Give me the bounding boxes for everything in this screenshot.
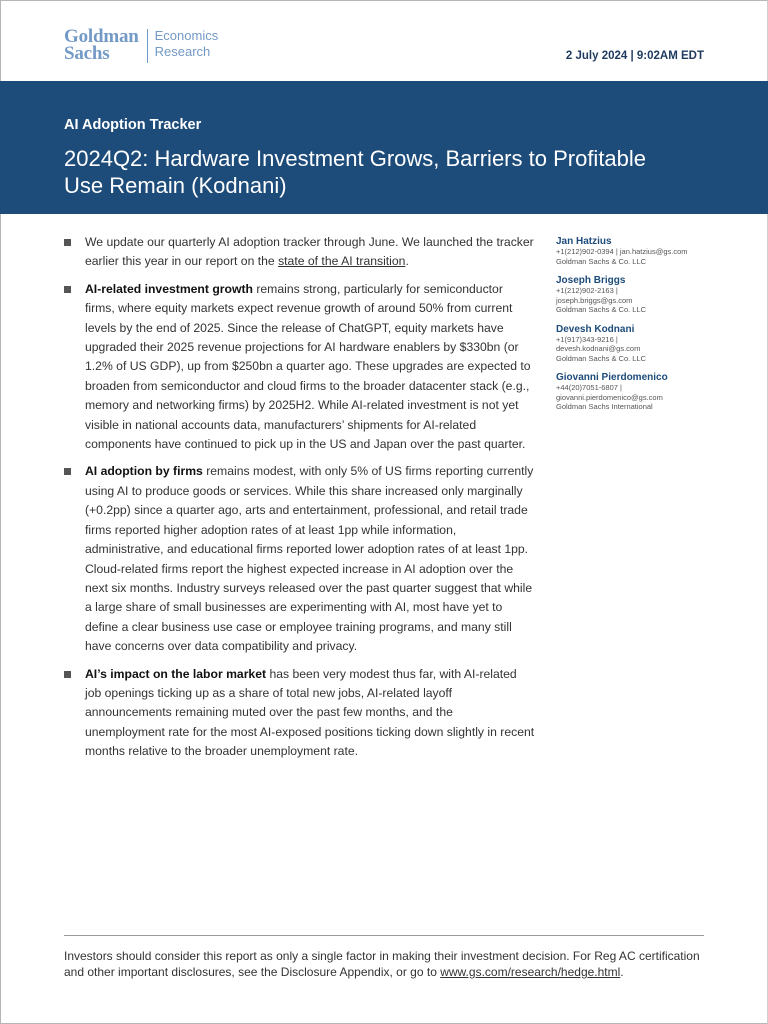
logo-divider <box>147 29 148 63</box>
author-entry <box>556 372 746 412</box>
footer-divider <box>64 935 704 936</box>
logo-wordmark: Goldman Sachs <box>64 26 139 64</box>
author-contact: +44(20)7051-6807 | <box>556 383 622 392</box>
author-list <box>556 236 746 421</box>
author-entry <box>556 236 746 266</box>
square-bullet-icon <box>64 286 71 293</box>
author-email[interactable]: joseph.briggs@gs.com <box>556 295 633 305</box>
author-name: Giovanni Pierdomenico <box>556 372 668 383</box>
state-of-ai-link[interactable]: state of the AI transition <box>278 254 406 269</box>
disclosure-link[interactable]: www.gs.com/research/hedge.html <box>440 965 621 979</box>
bullet-item: We update our quarterly AI adoption tracker through June. We launched the tracker earlier this year in our report on the state of the AI transition. <box>64 233 536 272</box>
disclosure-footer: Investors should consider this report as only a single factor in making their investment decision. For Reg AC certification and other important disclosures, see the Disclosure Appendix, or go to www.gs.com/research/hedge.html. <box>64 949 700 979</box>
goldman-sachs-logo <box>64 28 218 63</box>
author-entry <box>556 324 746 364</box>
bullet-item: AI’s impact on the labor market has been very modest thus far, with AI-related job openings ticking up as a share of total new jobs, AI-related layoff announcements remaining muted over the past few months, and the unemployment rate for the most AI-exposed positions ticking down slightly in recent months relative to the broader unemployment rate. <box>64 665 536 762</box>
author-name: Devesh Kodnani <box>556 323 635 335</box>
author-firm: Goldman Sachs International <box>556 402 653 411</box>
author-entry <box>556 275 746 315</box>
bullet-item: AI-related investment growth remains strong, particularly for semiconductor firms, where equity markets expect revenue growth of around 50% from current levels by the end of 2025. Since the release of ChatGPT, equity markets have upgraded their 2025 revenue projections for AI hardware enablers by $330bn (or 1.2% of US GDP), up from $250bn a quarter ago. These upgrades are expected to broaden from semiconductor and cloud firms to the broader datacenter stack (e.g., memory and networking firms) by 2025H2. While AI-related investment is not yet visible in national accounts data, manufacturers’ shipments for AI-related components have continued to pick up in the US and Japan over the past quarter. <box>64 280 536 455</box>
author-firm: Goldman Sachs & Co. LLC <box>556 353 647 363</box>
summary-bullets <box>64 233 536 770</box>
report-date: 2 July 2024 | 9:02AM EDT <box>565 50 704 62</box>
author-email[interactable]: devesh.kodnani@gs.com <box>556 344 641 353</box>
author-email[interactable]: giovanni.pierdomenico@gs.com <box>556 392 663 402</box>
author-contact: +1(212)902-2163 | <box>556 286 618 295</box>
bullet-item: AI adoption by firms remains modest, with only 5% of US firms reporting currently using AI to produce goods or services. While this share increased only marginally (+0.2pp) since a quarter ago, arts and entertainment, professional, and retail trade firms reported higher adoption rates of at least 1pp while information, administrative, and educational firms reported lower adoption rates of at least 1pp. Cloud-related firms report the highest expected increase in AI adoption over the next six months. Industry surveys released over the past quarter suggest that while a large share of small businesses are experimenting with AI, most have yet to define a clear business use case or employee training programs, and many still have concerns over data compatibility and privacy. <box>64 462 536 656</box>
square-bullet-icon <box>64 239 71 246</box>
author-name: Joseph Briggs <box>556 275 626 286</box>
author-firm: Goldman Sachs & Co. LLC <box>556 256 647 266</box>
author-firm: Goldman Sachs & Co. LLC <box>556 305 647 314</box>
author-contact[interactable]: +1(212)902-0394 | jan.hatzius@gs.com <box>556 247 688 256</box>
author-name: Jan Hatzius <box>556 236 612 247</box>
series-name: AI Adoption Tracker <box>64 117 202 133</box>
square-bullet-icon <box>64 671 71 678</box>
author-contact: +1(917)343-9216 | <box>556 334 618 344</box>
square-bullet-icon <box>64 468 71 475</box>
division-name: Economics Research <box>154 28 219 59</box>
report-title: 2024Q2: Hardware Investment Grows, Barriers to Profitable Use Remain (Kodnani) <box>64 146 647 198</box>
